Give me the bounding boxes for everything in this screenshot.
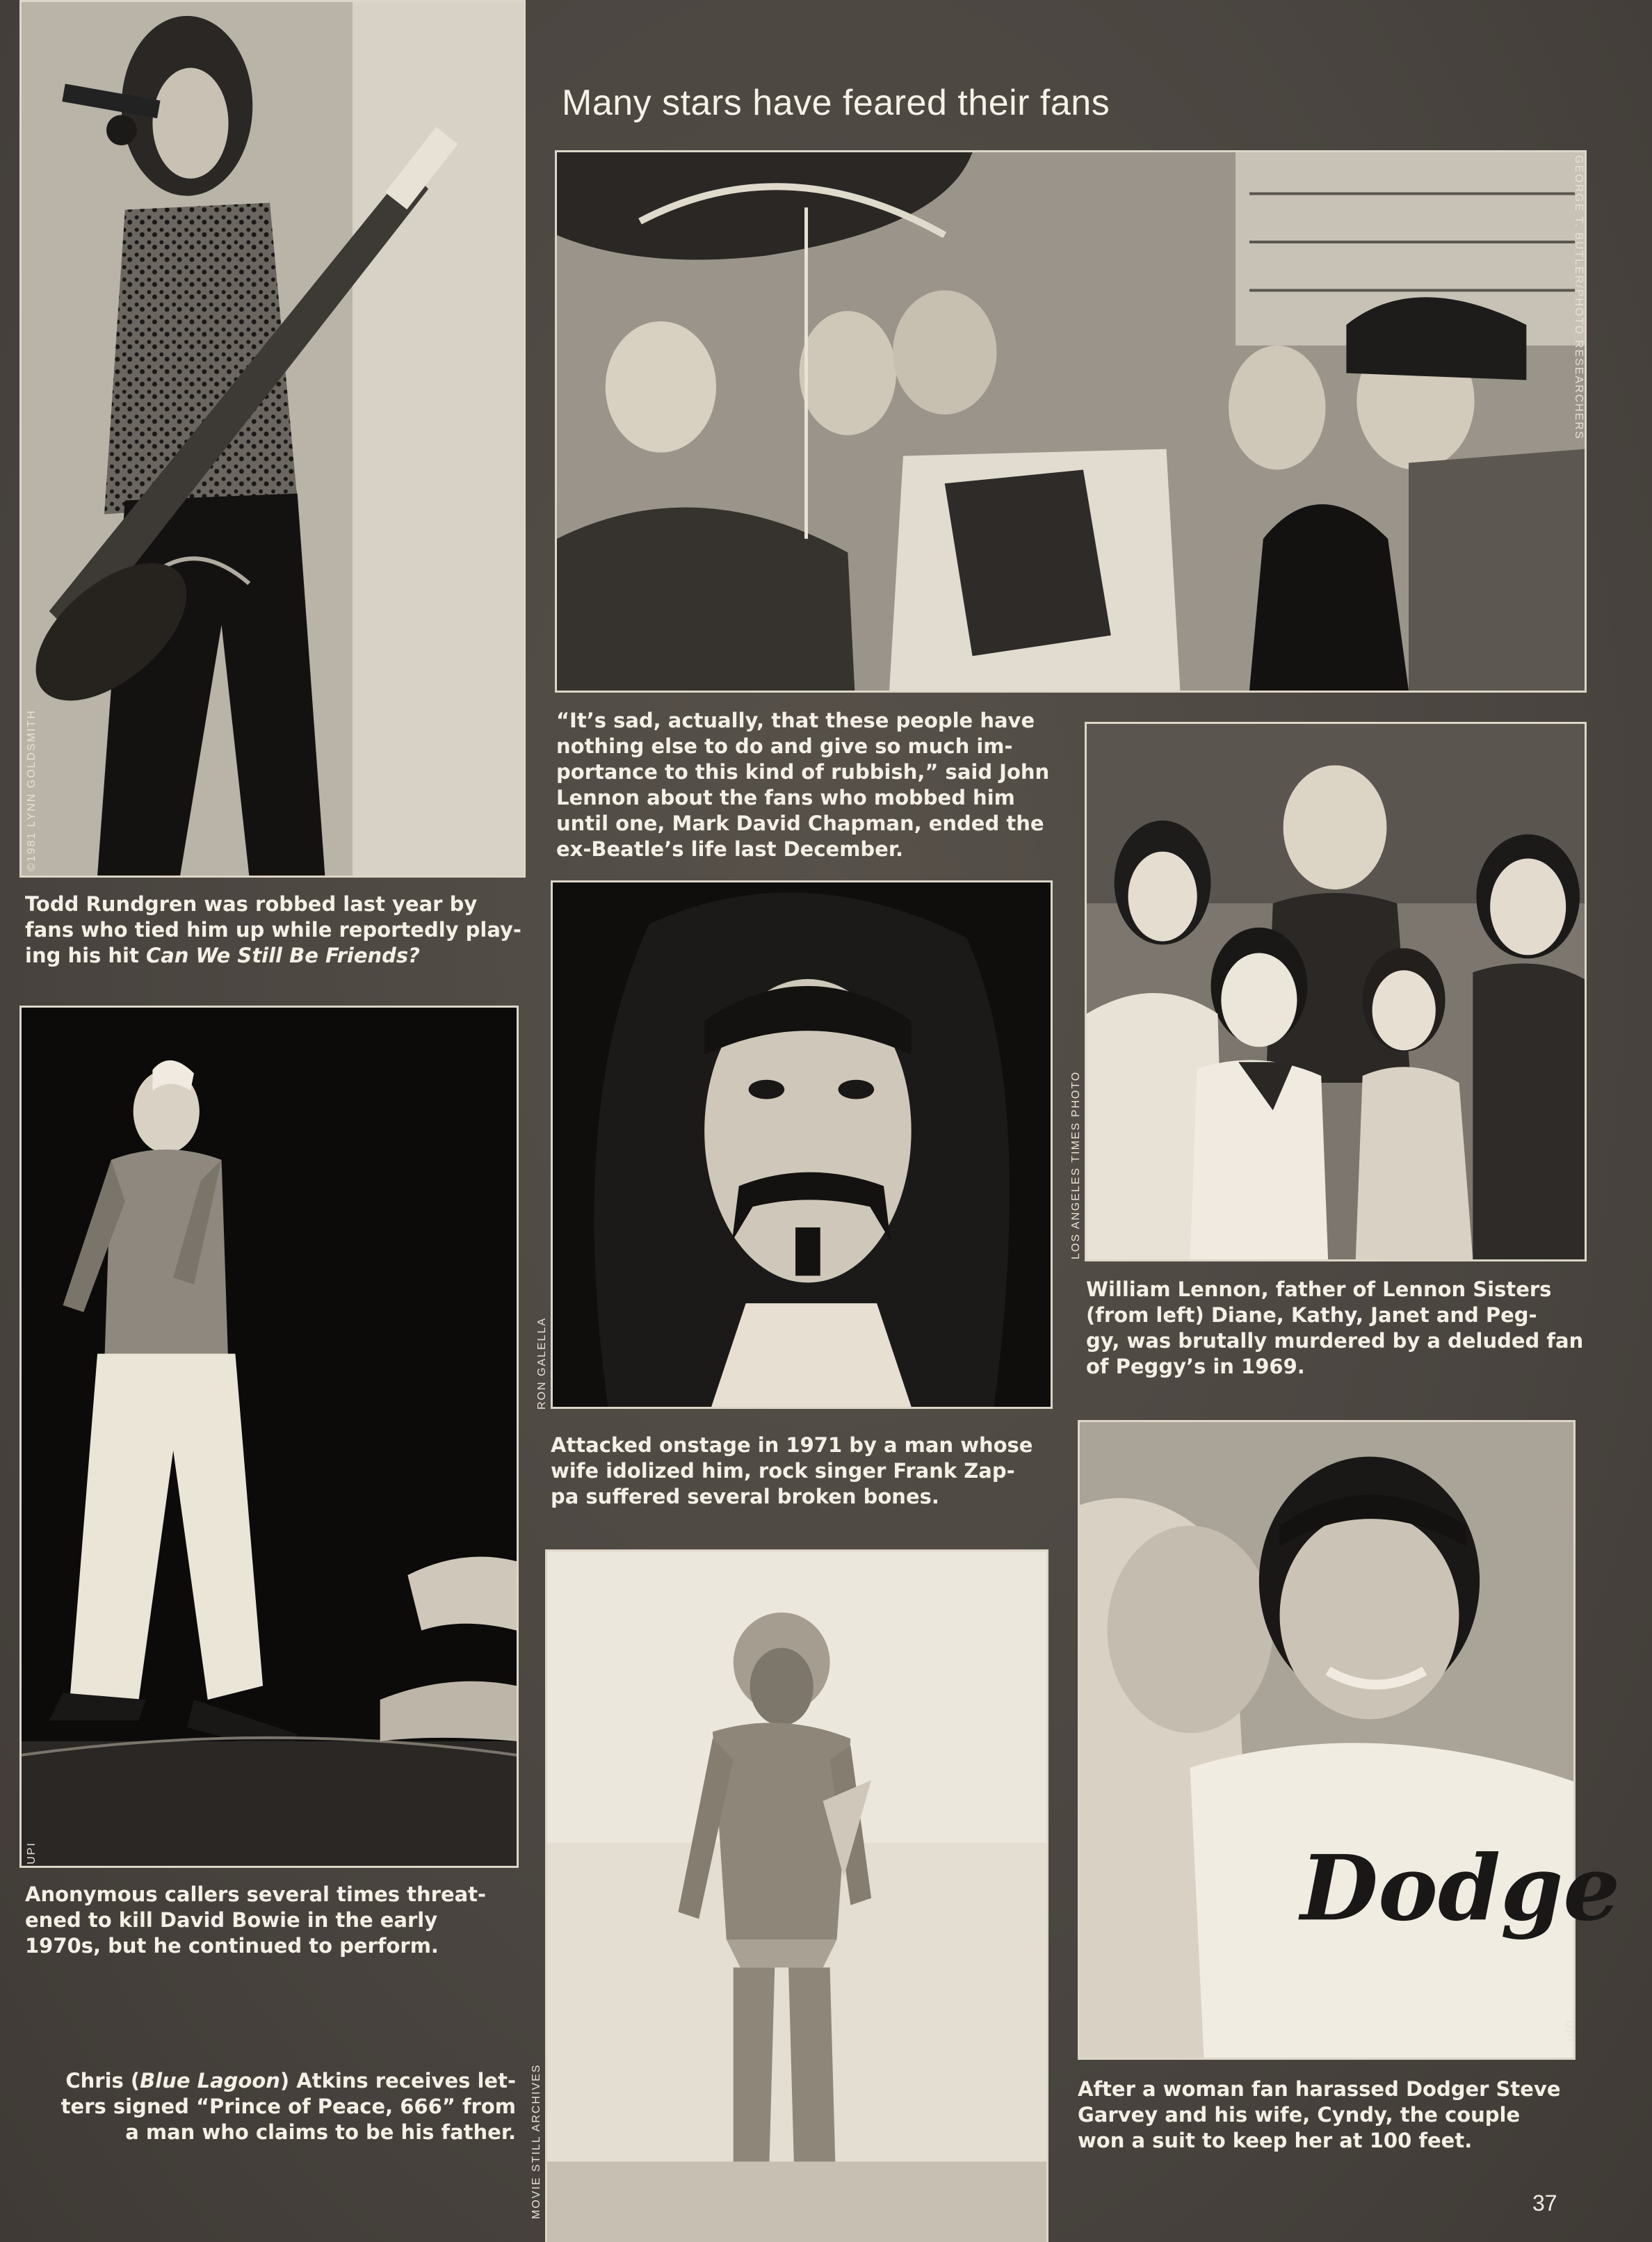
rundgren-caption-line2: fans who tied him up while reportedly play- <box>25 918 521 942</box>
rundgren-caption-line1: Todd Rundgren was robbed last year by <box>25 892 478 916</box>
caption-lennon-sisters <box>1086 1277 1587 1380</box>
caption-frank-zappa <box>551 1433 1051 1510</box>
rundgren-caption-line3 <box>25 943 526 969</box>
garvey-caption-line: After a woman fan harassed Dodger Steve <box>1078 2077 1561 2101</box>
bowie-caption-line: 1970s, but he continued to perform. <box>25 1934 439 1958</box>
lennon-sisters-photo-credit: LOS ANGELES TIMES PHOTO <box>1070 1070 1082 1259</box>
zappa-caption-line: pa suffered several broken bones. <box>551 1485 939 1508</box>
lennon-caption-line: Lennon about the fans who mobbed him <box>556 786 1015 809</box>
lennon-sisters-photo-image <box>1087 724 1585 1259</box>
caption-john-lennon <box>556 708 1064 862</box>
lennon-sisters-caption-line: (from left) Diane, Kathy, Janet and Peg- <box>1086 1303 1537 1327</box>
bowie-photo-image <box>22 1008 517 1866</box>
garvey-caption-line: Garvey and his wife, Cyndy, the couple <box>1078 2103 1521 2127</box>
atkins-caption-line1-a: Chris ( <box>65 2069 140 2092</box>
caption-todd-rundgren <box>25 892 526 969</box>
atkins-film-title: Blue Lagoon <box>140 2069 280 2092</box>
bowie-caption-line: ened to kill David Bowie in the early <box>25 1908 438 1932</box>
photo-john-lennon-crowd <box>555 150 1587 693</box>
lennon-photo-credit: GEORGE T. BUTLER/PHOTO RESEARCHERS <box>1573 155 1585 440</box>
page-number: 37 <box>1532 2191 1557 2216</box>
lennon-photo-image <box>557 152 1585 691</box>
lennon-caption-line: “It’s sad, actually, that these people have <box>556 709 1035 732</box>
photo-chris-atkins <box>531 1549 1048 2242</box>
dodgers-jersey-script: Dodge <box>1300 1836 1621 1942</box>
lennon-sisters-caption-line: William Lennon, father of Lennon Sisters <box>1086 1277 1552 1301</box>
rundgren-photo-credit: ©1981 LYNN GOLDSMITH <box>26 709 38 871</box>
photo-todd-rundgren <box>19 0 526 878</box>
lennon-caption-line: ex-Beatle’s life last December. <box>556 837 904 861</box>
zappa-photo-credit: RON GALELLA <box>536 1316 548 1410</box>
zappa-photo-image <box>553 882 1051 1407</box>
garvey-photo-image <box>1080 1422 1621 2058</box>
lennon-sisters-caption-line: gy, was brutally murdered by a deluded fan <box>1086 1329 1584 1353</box>
atkins-caption-line3: a man who claims to be his father. <box>125 2120 516 2144</box>
lennon-caption-line: until one, Mark David Chapman, ended the <box>556 812 1044 835</box>
garvey-photo-credit: UPI <box>1563 2020 1575 2043</box>
page-headline: Many stars have feared their fans <box>562 83 1110 123</box>
rundgren-photo-image <box>22 2 524 876</box>
zappa-caption-line: wife idolized him, rock singer Frank Zap- <box>551 1459 1015 1483</box>
atkins-caption-line1 <box>21 2068 516 2094</box>
photo-frank-zappa <box>536 880 1053 1410</box>
lennon-sisters-caption-line: of Peggy’s in 1969. <box>1086 1355 1305 1378</box>
photo-steve-garvey <box>1078 1420 1621 2060</box>
zappa-caption-line: Attacked onstage in 1971 by a man whose <box>551 1433 1033 1457</box>
caption-david-bowie <box>25 1882 519 1959</box>
bowie-caption-line: Anonymous callers several times threat- <box>25 1882 487 1906</box>
rundgren-caption-line3-text: ing his hit <box>25 944 146 967</box>
atkins-caption-line1-b: ) Atkins receives let- <box>280 2069 516 2092</box>
atkins-caption-line2: ters signed “Prince of Peace, 666” from <box>60 2095 516 2118</box>
atkins-photo-image <box>547 1551 1046 2242</box>
photo-lennon-sisters <box>1070 722 1587 1261</box>
lennon-caption-line: nothing else to do and give so much im- <box>556 734 1013 758</box>
rundgren-song-title: Can We Still Be Friends? <box>145 944 420 967</box>
caption-chris-atkins <box>21 2068 516 2145</box>
lennon-caption-line: portance to this kind of rubbish,” said John <box>556 760 1050 784</box>
caption-steve-garvey <box>1078 2076 1578 2154</box>
garvey-caption-line: won a suit to keep her at 100 feet. <box>1078 2129 1473 2152</box>
bowie-photo-credit: UPI <box>26 1841 38 1864</box>
photo-david-bowie <box>19 1006 519 1868</box>
atkins-photo-credit: MOVIE STILL ARCHIVES <box>531 2063 542 2219</box>
